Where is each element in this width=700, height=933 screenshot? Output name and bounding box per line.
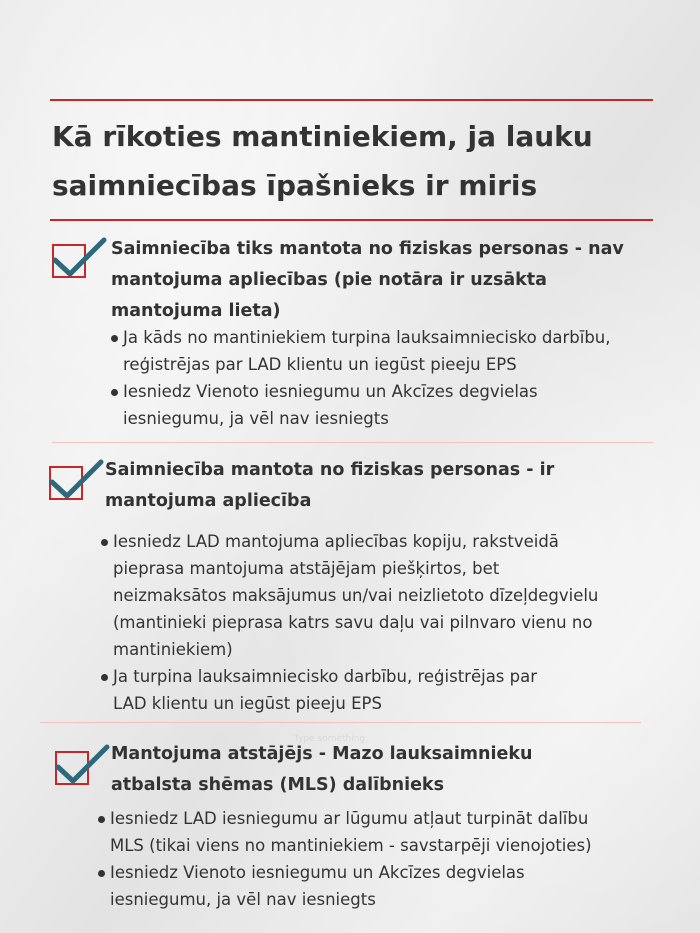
placeholder-text: Type something [294, 734, 366, 744]
section-heading: Saimniecība tiks mantota no fiziskas personas - nav mantojuma apliecības (pie notāra ir uzsākta mantojuma lieta) [111, 239, 624, 321]
section-bullets [113, 324, 643, 432]
page-title: Kā rīkoties mantiniekiem, ja lauku saimniecības īpašnieks ir miris [52, 120, 593, 202]
section-heading: Mantojuma atstājējs - Mazo lauksaimnieku atbalsta shēmas (MLS) dalībnieks [111, 744, 533, 795]
section-bullets [100, 805, 620, 913]
list-item: Iesniedz LAD mantojuma apliecības kopiju, rakstveidā pieprasa mantojuma atstājējam piešķirtos, bet neizmaksātos maksājumus un/vai neizlietoto dīzeļdegvielu (mantinieki pieprasa katrs savu daļu vai pilnvaro vienu no mantiniekiem) [103, 528, 613, 663]
list-item: Iesniedz LAD iesniegumu ar lūgumu atļaut turpināt dalību MLS (tikai viens no mantiniekiem - savstarpēji vienojoties) [100, 805, 600, 859]
section-divider [40, 722, 641, 723]
checkbox-check-icon [55, 751, 89, 785]
section-divider [52, 442, 653, 443]
list-item: Ja turpina lauksaimniecisko darbību, reģistrējas par LAD klientu un iegūst pieeju EPS [103, 663, 563, 717]
section-bullets [103, 528, 623, 717]
checkmark-icon [52, 236, 108, 280]
checkmark-icon [49, 458, 105, 502]
checkmark-icon [55, 743, 111, 787]
title-top-rule [50, 99, 653, 101]
list-item: Iesniedz Vienoto iesniegumu un Akcīzes degvielas iesniegumu, ja vēl nav iesniegts [100, 859, 580, 913]
list-item: Iesniedz Vienoto iesniegumu un Akcīzes degvielas iesniegumu, ja vēl nav iesniegts [113, 378, 593, 432]
checkbox-check-icon [52, 244, 86, 278]
list-item: Ja kāds no mantiniekiem turpina lauksaimniecisko darbību, reģistrējas par LAD klientu un iegūst pieeju EPS [113, 324, 638, 378]
section-heading: Saimniecība mantota no fiziskas personas - ir mantojuma apliecība [105, 460, 555, 511]
title-bottom-rule [50, 219, 653, 221]
checkbox-check-icon [49, 466, 83, 500]
